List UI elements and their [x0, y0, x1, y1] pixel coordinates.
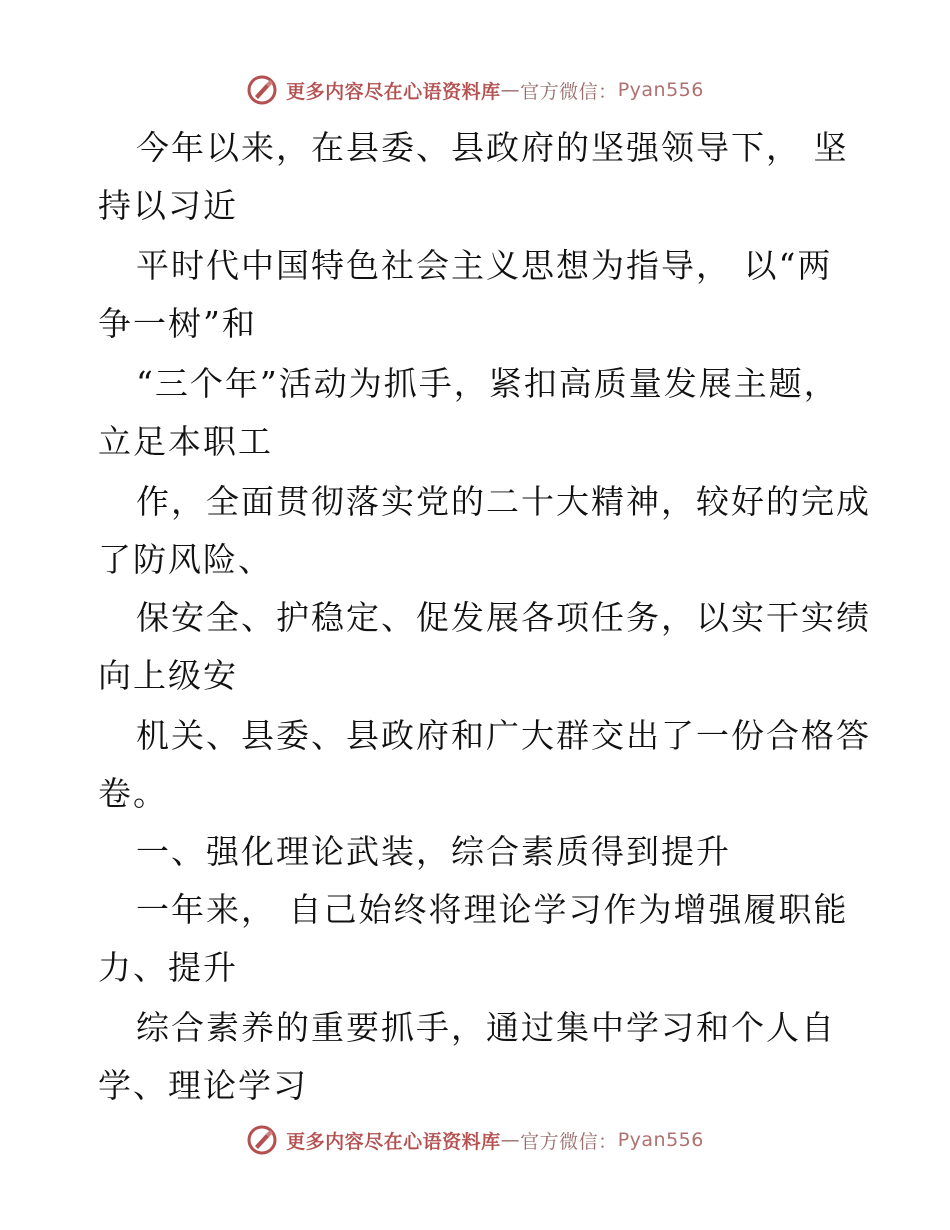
text-line: 持以习近 [98, 186, 238, 225]
text-line: 了防风险、 [98, 540, 273, 579]
text-line: 综合素养的重要抓手，通过集中学习和个人自 [136, 1008, 836, 1047]
watermark-site: 更多内容尽在心语资料库 [286, 1130, 501, 1153]
text-line: 争一树”和 [98, 304, 257, 343]
watermark-account-id: Pyan556 [617, 79, 704, 101]
watermark-header [0, 70, 950, 110]
text-line: 平时代中国特色社会主义思想为指导， 以“两 [136, 246, 833, 285]
text-line: 力、提升 [98, 948, 238, 987]
text-line: 今年以来，在县委、县政府的坚强领导下， 坚 [136, 128, 849, 167]
pen-logo-icon [246, 1124, 278, 1156]
watermark-account: 官方微信： [520, 1130, 618, 1153]
text-line: 卷。 [98, 774, 168, 813]
watermark-dash: — [500, 79, 521, 101]
text-line: 学、理论学习 [98, 1066, 308, 1105]
text-line: 保安全、护稳定、促发展各项任务，以实干实绩 [136, 598, 871, 637]
text-line: 向上级安 [98, 656, 238, 695]
text-line: “三个年”活动为抓手，紧扣高质量发展主题， [136, 364, 839, 403]
section-heading: 一、强化理论武装，综合素质得到提升 [136, 832, 731, 871]
watermark-dash: — [500, 1129, 521, 1151]
text-line: 机关、县委、县政府和广大群交出了一份合格答 [136, 716, 871, 755]
watermark-account-id: Pyan556 [617, 1129, 704, 1151]
watermark-account: 官方微信： [520, 80, 618, 103]
watermark-site: 更多内容尽在心语资料库 [286, 80, 501, 103]
pen-logo-icon [246, 74, 278, 106]
text-line: 立足本职工 [98, 422, 273, 461]
text-line: 作，全面贯彻落实党的二十大精神，较好的完成 [136, 482, 871, 521]
watermark-footer [0, 1120, 950, 1160]
text-line: 一年来， 自己始终将理论学习作为增强履职能 [136, 890, 849, 929]
